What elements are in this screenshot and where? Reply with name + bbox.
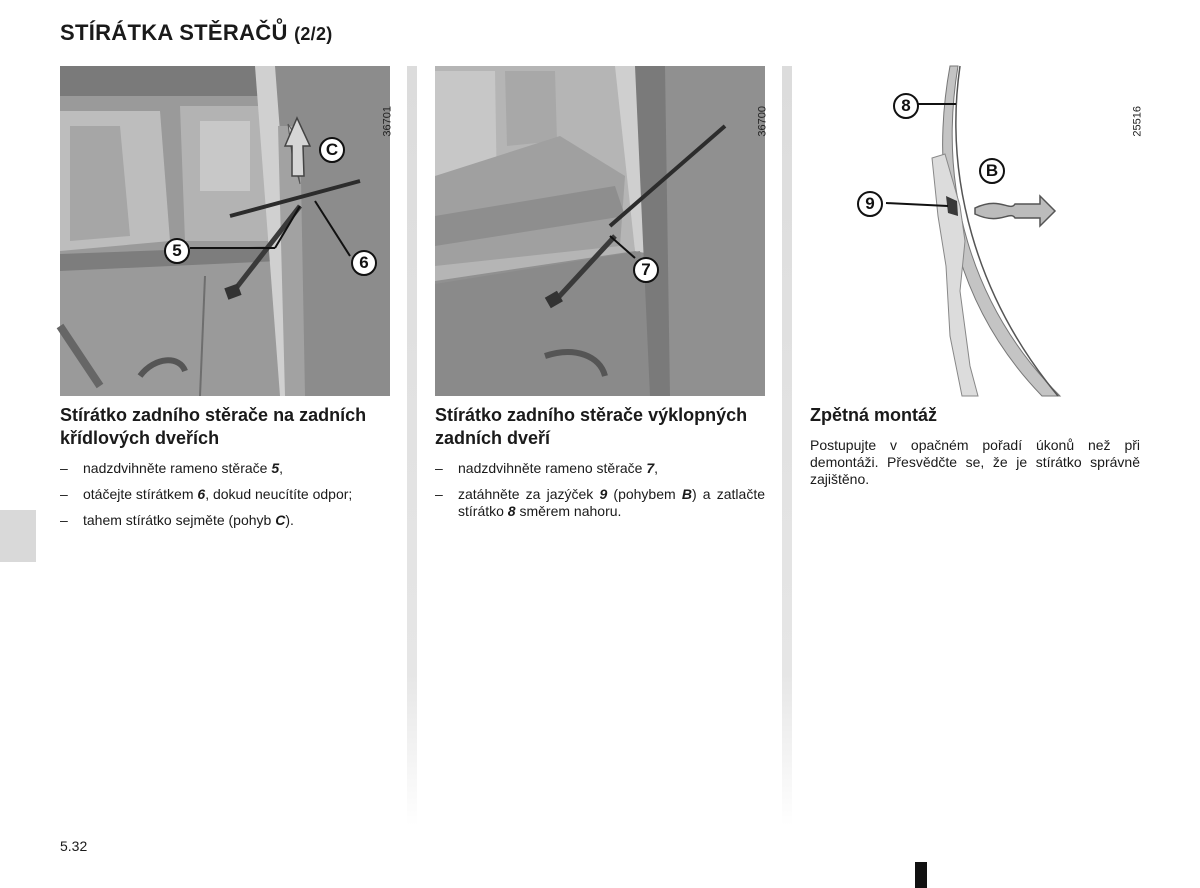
callout-5: 5 bbox=[164, 238, 190, 264]
tailgate-illustration bbox=[435, 66, 765, 396]
reassembly-text: Postupujte v opačném pořadí úkonů než při demontáži. Přesvědčte se, že je stírátko správně zajištěno. bbox=[810, 437, 1140, 487]
callout-7: 7 bbox=[633, 257, 659, 283]
list-item: – otáčejte stírátkem 6, dokud neucítíte odpor; bbox=[60, 486, 390, 503]
column-tailgate bbox=[435, 66, 769, 529]
callout-b: B bbox=[979, 158, 1005, 184]
image-reference: 36701 bbox=[382, 106, 394, 137]
callout-c: C bbox=[319, 137, 345, 163]
steps-list bbox=[60, 460, 390, 529]
page-title-main: STÍRÁTKA STĚRAČŮ bbox=[60, 20, 288, 45]
section-heading: Stírátko zadního stěrače výklopných zadních dveří bbox=[435, 405, 748, 448]
image-reference: 36700 bbox=[757, 106, 769, 137]
page-title bbox=[60, 20, 333, 46]
figure-tailgate-wiper bbox=[435, 66, 769, 396]
callout-6: 6 bbox=[351, 250, 377, 276]
column-divider bbox=[782, 66, 792, 826]
image-reference: 25516 bbox=[1132, 106, 1144, 137]
column-wing-doors bbox=[60, 66, 394, 538]
column-divider bbox=[407, 66, 417, 826]
chapter-tab bbox=[0, 510, 36, 562]
list-item: – zatáhněte za jazýček 9 (pohybem B) a zatlačte stírátko 8 směrem nahoru. bbox=[435, 486, 765, 520]
callout-8: 8 bbox=[893, 93, 919, 119]
steps-list bbox=[435, 460, 765, 520]
figure-wing-door-wiper bbox=[60, 66, 394, 396]
section-heading: Zpětná montáž bbox=[810, 405, 938, 425]
page-edge-mark bbox=[915, 862, 927, 888]
list-item: – nadzdvihněte rameno stěrače 7, bbox=[435, 460, 765, 477]
blade-detail-illustration bbox=[810, 66, 1140, 396]
section-heading: Stírátko zadního stěrače na zadních křídlových dveřích bbox=[60, 405, 367, 448]
callout-9: 9 bbox=[857, 191, 883, 217]
list-item: – nadzdvihněte rameno stěrače 5, bbox=[60, 460, 390, 477]
page-number: 5.32 bbox=[60, 838, 88, 854]
figure-blade-detail bbox=[810, 66, 1144, 396]
column-reassembly bbox=[810, 66, 1144, 488]
list-item: – tahem stírátko sejměte (pohyb C). bbox=[60, 512, 390, 529]
page-title-sub: (2/2) bbox=[294, 24, 333, 44]
wing-door-illustration bbox=[60, 66, 390, 396]
